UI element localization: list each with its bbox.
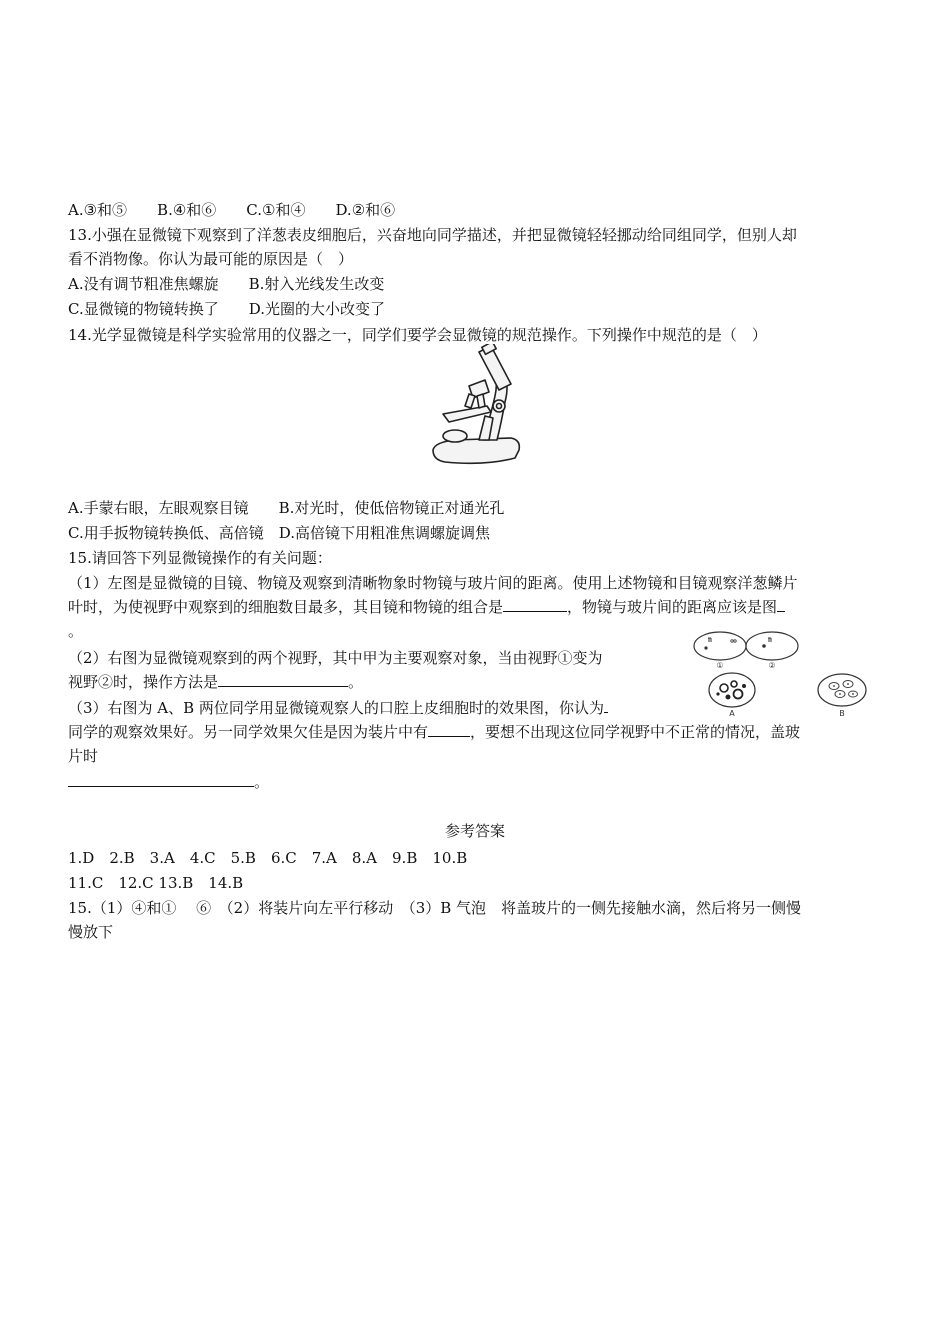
q15-part3-text: （3）右图为 A、B 两位同学用显微镜观察人的口腔上皮细胞时的效果图，你认为 <box>68 699 604 717</box>
q13-stem-line1: 13.小强在显微镜下观察到了洋葱表皮细胞后，兴奋地向同学描述，并把显微镜轻轻挪动给同组同学，但别人却 <box>68 226 797 244</box>
cell-label-b: B <box>839 709 845 718</box>
q15-part3-end: 。 <box>254 773 270 791</box>
answers-row2: 11.C 12.C 13.B 14.B <box>68 874 244 892</box>
cheek-cell-figure <box>700 670 880 718</box>
answer-blank-combination[interactable] <box>503 597 567 612</box>
q15-part2-text-b: 。 <box>348 673 364 691</box>
q15-part1-line2 <box>68 597 785 617</box>
q13-options-cd: C.显微镜的物镜转换了 D.光圈的大小改变了 <box>68 300 385 318</box>
q14-options-cd: C.用手扳物镜转换低、高倍镜 D.高倍镜下用粗准焦调螺旋调焦 <box>68 524 490 542</box>
q15-part3-text-b: ，要想不出现这位同学视野中不正常的情况，盖玻 <box>470 723 801 741</box>
answer-blank-cause[interactable] <box>428 722 470 737</box>
q15-part3-line1 <box>68 698 608 718</box>
fov-label-2: ② <box>768 661 776 670</box>
q14-options-ab: A.手蒙右眼，左眼观察目镜 B.对光时，使低倍物镜正对通光孔 <box>68 499 505 517</box>
q15-part1-line3: 。 <box>68 622 84 640</box>
q15-part1-line1: （1）左图是显微镜的目镜、物镜及观察到清晰物象时物镜与玻片间的距离。使用上述物镜和目镜观察洋葱鳞片 <box>68 574 798 592</box>
q15-part3-line2 <box>68 722 800 742</box>
q14-stem: 14.光学显微镜是科学实验常用的仪器之一，同学们要学会显微镜的规范操作。下列操作中规范的是（ ） <box>68 326 767 344</box>
answer-blank-distance[interactable] <box>777 597 785 612</box>
microscope-figure <box>425 344 525 470</box>
q15-part2-line2 <box>68 672 363 692</box>
answer-blank-method[interactable] <box>68 772 254 787</box>
q15-part1-text-a: 叶时，为使视野中观察到的细胞数目最多，其目镜和物镜的组合是 <box>68 598 504 616</box>
answer-blank-student[interactable] <box>604 698 608 713</box>
answers-row4: 慢放下 <box>68 923 114 941</box>
q15-part1-text-b: ，物镜与玻片间的距离应该是图 <box>567 598 778 616</box>
q12-options: A.③和⑤ B.④和⑥ C.①和④ D.②和⑥ <box>68 201 396 219</box>
answers-title: 参考答案 <box>444 822 505 840</box>
q15-stem: 15.请回答下列显微镜操作的有关问题： <box>68 549 332 567</box>
answers-row1: 1.D 2.B 3.A 4.C 5.B 6.C 7.A 8.A 9.B 10.B <box>68 849 468 867</box>
q15-part3-line4 <box>68 772 269 792</box>
q15-part3-line3: 片时 <box>68 747 99 765</box>
q13-options-ab: A.没有调节粗准焦螺旋 B.射入光线发生改变 <box>68 275 385 293</box>
fov-label-1: ① <box>716 661 724 670</box>
field-of-view-figure <box>690 628 870 670</box>
answer-blank-operation[interactable] <box>218 672 348 687</box>
q15-part2-line1: （2）右图为显微镜观察到的两个视野，其中甲为主要观察对象，当由视野①变为 <box>68 649 603 667</box>
q13-stem-line2: 看不消物像。你认为最可能的原因是（ ） <box>68 250 354 268</box>
cell-label-a: A <box>729 709 735 718</box>
answers-row3: 15.（1）④和① ⑥ （2）将装片向左平行移动 （3）B 气泡 将盖玻片的一侧先接触水滴，然后将另一侧慢 <box>68 899 802 917</box>
q15-part2-text-a: 视野②时，操作方法是 <box>68 673 219 691</box>
q15-part3-text-a: 同学的观察效果好。另一同学效果欠佳是因为装片中有 <box>68 723 429 741</box>
